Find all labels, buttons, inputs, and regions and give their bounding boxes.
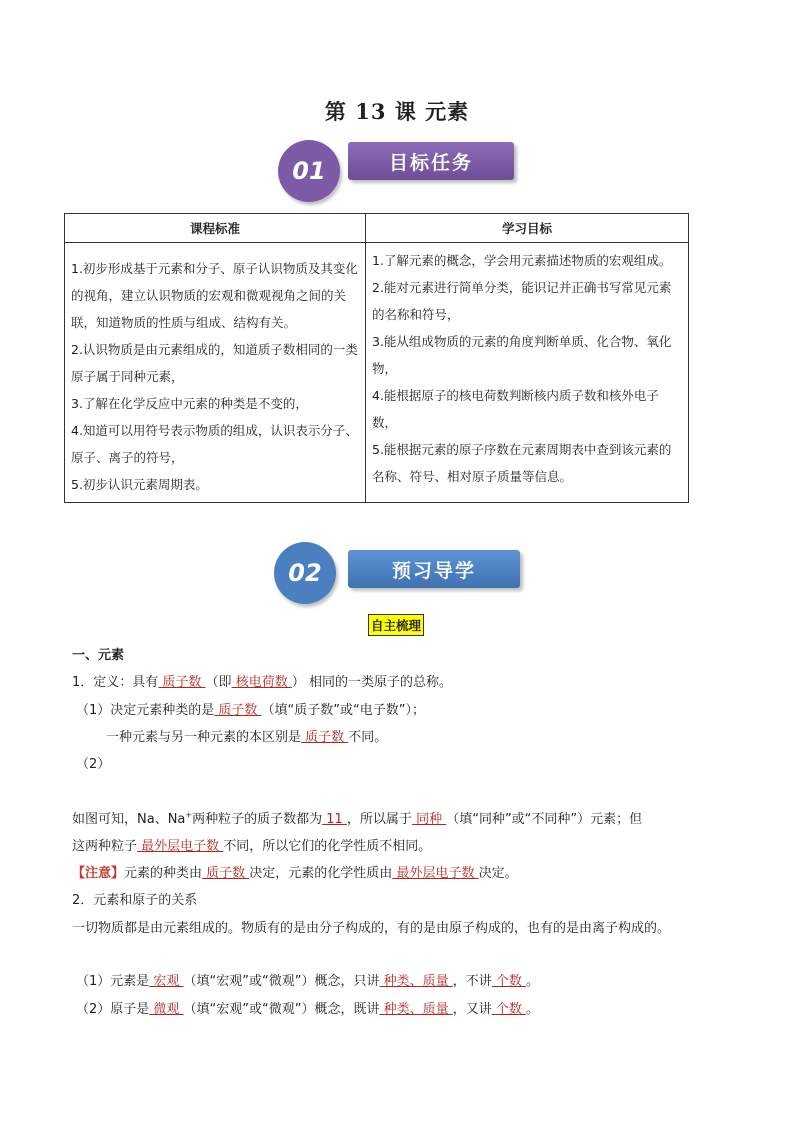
learning-goals-cell [366, 243, 689, 503]
answer-blank: 核电荷数 [231, 675, 292, 690]
answer-blank: 种类、质量 [379, 974, 453, 989]
section-banner-goals [278, 140, 518, 202]
page-title: 第 13 课 元素 [324, 99, 470, 124]
section-title: 目标任务 [348, 142, 514, 180]
answer-blank: 宏观 [149, 974, 184, 989]
answer-blank: 质子数 [202, 866, 250, 881]
answer-blank: 最外层电子数 [392, 866, 479, 881]
paragraph-line: 一切物质都是由元素组成的。物质有的是由分子构成的，有的是由原子构成的，也有的是由离子构成的。 [72, 921, 671, 936]
list-item: 5.能根据元素的原子序数在元素周期表中查到该元素的名称、符号、相对原子质量等信息。 [372, 442, 672, 484]
subheading-line: 2．元素和原子的关系 [72, 893, 198, 908]
objectives-table [64, 213, 689, 503]
answer-blank: 个数 [491, 974, 527, 989]
note-label: 【注意】 [72, 866, 125, 881]
answer-blank: 质子数 [214, 703, 262, 718]
answer-blank: 同种 [411, 812, 447, 827]
answer-blank: 种类、质量 [379, 1002, 453, 1017]
section-number-badge: 01 [278, 140, 340, 202]
list-item: 2.认识物质是由元素组成的，知道质子数相同的一类原子属于同种元素， [71, 342, 358, 384]
section-banner-preview [274, 542, 524, 604]
sub-item-line: （2） [76, 757, 111, 772]
section-number-badge: 02 [274, 542, 336, 604]
list-item: 2.能对元素进行简单分类，能识记并正确书写常见元素的名称和符号， [372, 280, 672, 322]
sub-item-line: （1）决定元素种类的是 质子数 （填“质子数”或“电子数”）； [76, 703, 425, 718]
answer-blank: 微观 [149, 1002, 184, 1017]
heading-elements: 一、元素 [72, 648, 125, 663]
answer-blank: 最外层电子数 [137, 839, 224, 854]
note-line: 【注意】元素的种类由 质子数 决定，元素的化学性质由 最外层电子数 决定。 [72, 866, 518, 881]
header-learning-goals: 学习目标 [366, 214, 689, 243]
self-study-tag: 自主梳理 [368, 614, 424, 636]
list-item: 4.能根据原子的核电荷数判断核内质子数和核外电子数， [372, 388, 659, 430]
answer-blank: 质子数 [158, 675, 206, 690]
sub-item-line: （1）元素是 宏观 （填“宏观”或“微观”）概念，只讲 种类、质量 ，不讲 个数 。 [76, 974, 540, 989]
section-title: 预习导学 [348, 550, 520, 588]
definition-line: 1．定义：具有 质子数 （即 核电荷数 ） 相同的一类原子的总称。 [72, 675, 452, 690]
list-item: 1.了解元素的概念，学会用元素描述物质的宏观组成。 [372, 253, 672, 268]
answer-blank: 11 [322, 812, 347, 827]
answer-blank: 质子数 [301, 730, 349, 745]
header-curriculum-standard: 课程标准 [65, 214, 366, 243]
list-item: 3.了解在化学反应中元素的种类是不变的， [71, 396, 308, 411]
answer-blank: 个数 [491, 1002, 527, 1017]
list-item: 3.能从组成物质的元素的角度判断单质、化合物、氧化物， [372, 334, 672, 376]
list-item: 1.初步形成基于元素和分子、原子认识物质及其变化的视角，建立认识物质的宏观和微观视角之间的关联，知道物质的性质与组成、结构有关。 [71, 261, 358, 330]
sub-item-line: 一种元素与另一种元素的本区别是 质子数 不同。 [106, 730, 388, 745]
list-item: 5.初步认识元素周期表。 [71, 477, 208, 492]
paragraph-line: 如图可知，Na、Na+两种粒子的质子数都为 11 ，所以属于 同种 （填“同种”或“不同种”）元素；但 [72, 810, 643, 827]
curriculum-standard-cell [65, 243, 366, 503]
sub-item-line: （2）原子是 微观 （填“宏观”或“微观”）概念，既讲 种类、质量 ，又讲 个数 。 [76, 1002, 540, 1017]
paragraph-line: 这两种粒子 最外层电子数 不同，所以它们的化学性质不相同。 [72, 839, 432, 854]
list-item: 4.知道可以用符号表示物质的组成，认识表示分子、原子、离子的符号， [71, 423, 358, 465]
